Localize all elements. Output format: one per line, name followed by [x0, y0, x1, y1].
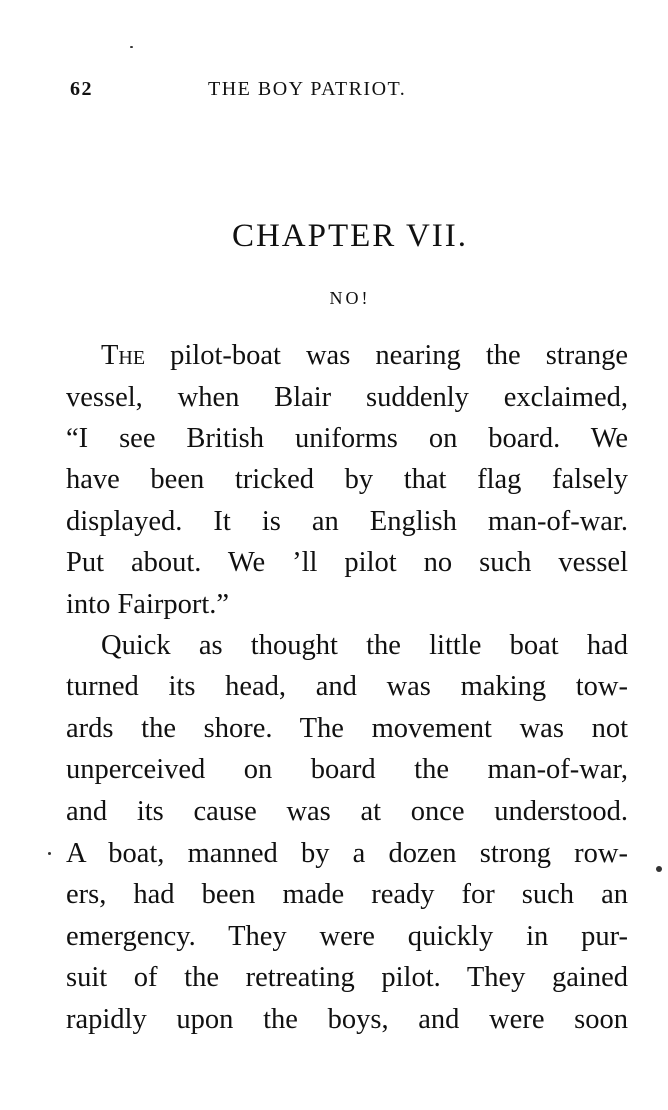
ink-speck — [48, 852, 51, 855]
running-head — [70, 78, 630, 106]
text-line: and its cause was at once understood. — [66, 796, 628, 827]
ink-speck — [130, 46, 133, 48]
text-line: ers, had been made ready for such an — [66, 879, 628, 910]
text-line: rapidly upon the boys, and were soon — [66, 1004, 628, 1035]
text-line: Put about. We ’ll pilot no such vessel — [66, 547, 628, 578]
text-line: A boat, manned by a dozen strong row- — [66, 838, 628, 869]
text-line: “I see British uniforms on board. We — [66, 423, 628, 454]
running-title: THE BOY PATRIOT. — [208, 78, 407, 100]
text-line: Quick as thought the little boat had — [101, 630, 628, 661]
chapter-subtitle: NO! — [329, 288, 371, 308]
ink-speck — [656, 866, 662, 872]
text-line: emergency. They were quickly in pur- — [66, 921, 628, 952]
text-line: ards the shore. The movement was not — [66, 713, 628, 744]
text-line: have been tricked by that flag falsely — [66, 464, 628, 495]
text-line: turned its head, and was making tow- — [66, 671, 628, 702]
drop-word: The — [101, 340, 146, 371]
text-line: displayed. It is an English man-of-war. — [66, 506, 628, 537]
text-line: unperceived on board the man-of-war, — [66, 754, 628, 785]
text-line: vessel, when Blair suddenly exclaimed, — [66, 382, 628, 413]
text-line: into Fairport.” — [66, 589, 230, 620]
text-line-rest: pilot-boat was nearing the strange — [145, 340, 628, 371]
text-line: suit of the retreating pilot. They gained — [66, 962, 628, 993]
page-number: 62 — [70, 78, 93, 100]
chapter-title: CHAPTER VII. — [231, 218, 469, 254]
text-line — [101, 338, 628, 374]
